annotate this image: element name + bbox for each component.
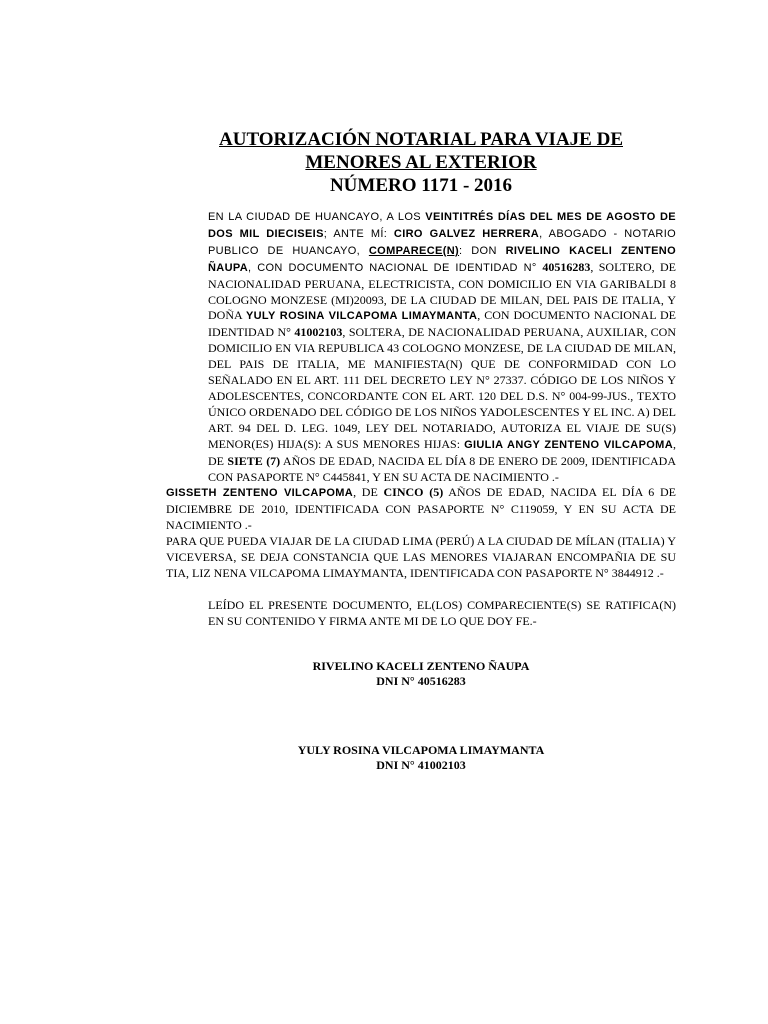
father-dni: 40516283	[542, 259, 591, 274]
signature-dni: DNI N° 41002103	[376, 758, 466, 772]
minor-2-name: GISSETH ZENTENO VILCAPOMA	[166, 487, 354, 500]
text-segment: , CON DOCUMENTO NACIONAL DE IDENTIDAD N°	[248, 261, 543, 274]
document-number: NÚMERO 1171 - 2016	[329, 175, 513, 196]
title-line-1: AUTORIZACIÓN NOTARIAL PARA VIAJE DE	[219, 129, 623, 150]
text-segment: ; ANTE MÍ:	[323, 227, 394, 240]
signature-name: YULY ROSINA VILCAPOMA LIMAYMANTA	[297, 743, 545, 757]
paragraph-closing: LEÍDO EL PRESENTE DOCUMENTO, EL(LOS) COMPARECIENTE(S) SE RATIFICA(N) EN SU CONTENIDO Y FIRMA ANTE MI DE LO QUE DOY FE.-	[208, 597, 676, 628]
notary-name: CIRO GALVEZ HERRERA	[393, 227, 540, 240]
father-name: RIVELINO KACELI ZENTENO ÑAUPA	[208, 244, 676, 274]
signature-dni: DNI N° 40516283	[376, 674, 466, 688]
title-line-2: MENORES AL EXTERIOR	[305, 152, 537, 173]
mother-name: YULY ROSINA VILCAPOMA LIMAYMANTA	[245, 310, 478, 323]
text-segment: , SOLTERA, DE NACIONALIDAD PERUANA, AUXILIAR, CON DOMICILIO EN VIA REPUBLICA 43 COLOGNO MONZESE, DE LA CIUDAD DE MILAN, DEL PAIS DE ITALIA, ME MANIFIESTA(N) QUE DE CONFORMIDAD CON LO SEÑALADO EN EL ART. 111 DEL DECRETO LEY N° 27337. CÓDIGO DE LOS NIÑOS Y ADOLESCENTES, CONCORDANTE CON EL ART. 120 DEL D.S. N° 004-99-JUS., TEXTO ÚNICO ORDENADO DEL CÓDIGO DE LOS NIÑOS YADOLESCENTES Y EL INC. A) DEL ART. 94 DEL D. LEG. 1049, LEY DEL NOTARIADO, AUTORIZA EL VIAJE DE SU(S) MENOR(ES) HIJA(S): A SUS MENORES HIJAS:	[208, 325, 677, 451]
mother-dni: 41002103	[294, 325, 343, 340]
signature-name: RIVELINO KACELI ZENTENO ÑAUPA	[312, 659, 530, 673]
minor-1-name: GIULIA ANGY ZENTENO VILCAPOMA	[464, 438, 673, 451]
text-segment: : DON	[459, 244, 506, 257]
text-segment: , ABOGADO - NOTARIO PUBLICO DE HUANCAYO,	[208, 227, 677, 257]
date-text: VEINTITRÉS DÍAS DEL MES DE AGOSTO DE DOS MIL DIECISEIS	[208, 211, 676, 240]
text-segment: , DE	[208, 436, 676, 468]
comparece-label: COMPARECE(N)	[368, 244, 460, 257]
paragraph-comparecencia	[166, 209, 676, 485]
signature-block-father	[166, 659, 676, 689]
signature-block-mother	[166, 743, 676, 773]
minor-2-age: CINCO (5)	[383, 485, 444, 500]
text-segment: AÑOS DE EDAD, NACIDA EL DÍA 6 DE DICIEMBRE DE 2010, IDENTIFICADA CON PASAPORTE N° C119059, Y EN SU ACTA DE NACIMIENTO .-	[166, 485, 676, 533]
text-segment: AÑOS DE EDAD, NACIDA EL DÍA 8 DE ENERO DE 2009, IDENTIFICADA CON PASAPORTE N° C445841, Y EN SU ACTA DE NACIMIENTO .-	[208, 453, 676, 484]
text-segment: , DE	[353, 485, 384, 500]
document-body	[166, 209, 676, 630]
document-title	[166, 128, 676, 197]
minor-1-age: SIETE (7)	[227, 453, 281, 468]
paragraph-gap	[166, 582, 676, 598]
text-segment: , CON DOCUMENTO NACIONAL DE IDENTIDAD N°	[208, 308, 676, 340]
text-segment: EN LA CIUDAD DE HUANCAYO, A LOS	[208, 211, 426, 223]
text-segment: , SOLTERO, DE NACIONALIDAD PERUANA, ELECTRICISTA, CON DOMICILIO EN VIA GARIBALDI 8 COLOGNO MONZESE (MI)20093, DE LA CIUDAD DE MILAN, DEL PAIS DE ITALIA, Y DOÑA	[208, 259, 676, 323]
paragraph-travel: PARA QUE PUEDA VIAJAR DE LA CIUDAD LIMA (PERÚ) A LA CIUDAD DE MÍLAN (ITALIA) Y VICEVERSA, SE DEJA CONSTANCIA QUE LAS MENORES VIAJARAN ENCOMPAÑIA DE SU TIA, LIZ NENA VILCAPOMA LIMAYMANTA, IDENTIFICADA CON PASAPORTE N° 3844912 .-	[166, 534, 676, 580]
paragraph-minor-2	[166, 485, 676, 534]
